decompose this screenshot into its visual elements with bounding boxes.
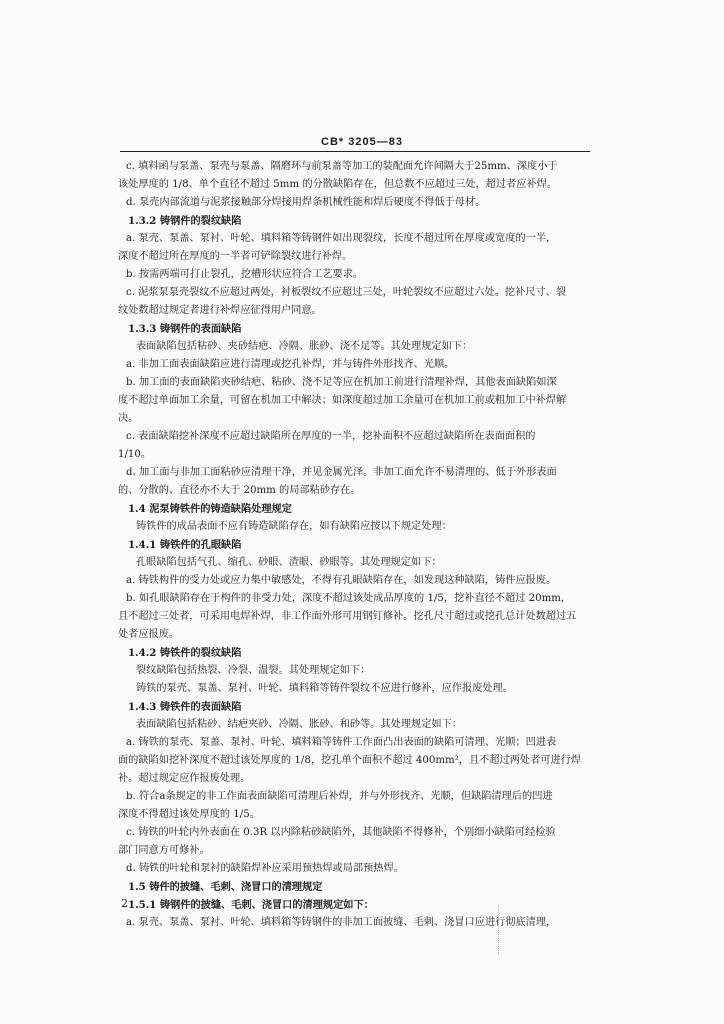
text-line: 部门同意方可修补。: [118, 845, 210, 856]
text-line: 铸铁的泵壳、泵盖、泵衬、叶轮、填料箱等铸件裂纹不应进行修补，应作报废处理。: [136, 683, 513, 694]
text-line: b. 加工面的表面缺陷夹砂结疤、粘砂、浇不足等应在机加工前进行清理补焊，其他表面缺陷如深: [126, 377, 557, 388]
text-line: d. 加工面与非加工面粘砂应清理干净，并见金属光泽。非加工面允许不易清理的、低于外形表面: [126, 467, 557, 478]
text-line: d. 泵壳内部流道与泥浆接触部分焊接用焊条机械性能和焊后硬度不得低于母材。: [126, 197, 486, 208]
text-line: a. 泵壳、泵盖、泵衬、叶轮、填料箱等铸钢件如出现裂纹，长度不超过所在厚度或宽度的一半，: [126, 233, 557, 244]
text-line: a. 泵壳、泵盖、泵衬、叶轮、填料箱等铸钢件的非加工面披缝、毛刺、浇冒口应进行彻底清理，: [126, 917, 557, 928]
text-line: a. 铸铁的泵壳、泵盖、泵衬、叶轮、填料箱等铸件工作面凸出表面的缺陷可清理、光顺；凹进表: [126, 737, 557, 748]
text-line: 铸铁件的成品表面不应有铸造缺陷存在，如有缺陷应按以下规定处理：: [136, 521, 452, 532]
text-line: 裂纹缺陷包括热裂、冷裂、温裂。其处理规定如下：: [136, 665, 371, 676]
header-rule: [120, 151, 590, 152]
text-line: 深度不超过所在厚度的一半者可铲除裂纹进行补焊。: [118, 251, 353, 262]
text-line: 该处厚度的 1/8、单个直径不超过 5mm 的分散缺陷存在，但总数不应超过三处，超过者应补焊。: [118, 179, 558, 190]
section-heading: 1.4.2 铸铁件的裂纹缺陷: [128, 647, 242, 659]
text-line: 补。超过规定应作报废处理。: [118, 773, 251, 784]
section-heading: 1.5.1 铸钢件的披缝、毛刺、浇冒口的清理规定如下：: [128, 899, 374, 911]
text-line: 1/10。: [118, 449, 152, 460]
text-line: 度不超过单面加工余量，可留在机加工中解决；如深度超过加工余量可在机加工前或粗加工中补焊解: [118, 395, 567, 406]
body-text: [118, 158, 594, 932]
section-heading: 1.4.1 铸铁件的孔眼缺陷: [128, 539, 242, 551]
text-line: 深度不得超过该处厚度的 1/5。: [118, 809, 260, 820]
text-line: b. 如孔眼缺陷存在于构件的非受力处，深度不超过该处成品厚度的 1/5，挖补直径不超过 20mm，: [126, 593, 572, 604]
text-line: 的、分散的、直径亦不大于 20mm 的局部粘砂存在。: [118, 485, 361, 496]
text-line: a. 铸铁构件的受力处或应力集中敏感处，不得有孔眼缺陷存在，如发现这种缺陷，铸件应报废。: [126, 575, 557, 586]
text-line: c. 铸铁的叶轮内外表面在 0.3R 以内除粘砂缺陷外，其他缺陷不得修补，个别细小缺陷可经检验: [126, 827, 556, 838]
text-line: 孔眼缺陷包括气孔、缩孔、砂眼、渣眼、砂眼等。其处理规定如下：: [136, 557, 442, 568]
text-line: 处者应报废。: [118, 629, 180, 640]
text-line: b. 符合a条规定的非工作面表面缺陷可清理后补焊，并与外形找齐、光顺，但缺陷清理后的凹进: [126, 791, 553, 802]
text-line: d. 铸铁的叶轮和泵衬的缺陷焊补应采用预热焊或局部预热焊。: [126, 863, 404, 874]
text-line: 决。: [118, 413, 139, 424]
text-line: 表面缺陷包括粘砂、夹砂结疤、冷隔、胀砂、浇不足等。其处理规定如下：: [136, 341, 473, 352]
text-line: a. 非加工面表面缺陷应进行清理或挖孔补焊，并与铸件外形找齐、光顺。: [126, 359, 455, 370]
text-line: c. 表面缺陷挖补深度不应超过缺陷所在厚度的一半，挖补面积不应超过缺陷所在表面面积的: [126, 431, 536, 442]
section-heading: 1.4 泥泵铸铁件的铸造缺陷处理规定: [128, 503, 292, 515]
text-line: 面的缺陷如挖补深度不超过该处厚度的 1/8，挖孔单个面积不超过 400mm²，且不超过两处者可进行焊: [118, 755, 582, 766]
section-heading: 1.3.2 铸钢件的裂纹缺陷: [128, 215, 242, 227]
page-number: 2: [121, 897, 128, 910]
section-heading: 1.5 铸件的披缝、毛刺、浇冒口的清理规定: [128, 881, 323, 893]
page-header: CB* 3205—83: [321, 136, 403, 148]
text-line: 纹处数超过规定者进行补焊应征得用户同意。: [118, 305, 322, 316]
text-line: 表面缺陷包括粘砂、结疤夹砂、冷隔、胀砂、和砂等。其处理规定如下：: [136, 719, 462, 730]
scan-edge-mark: [498, 905, 499, 955]
text-line: b. 按需两端可打止裂孔，挖槽形状应符合工艺要求。: [126, 269, 364, 280]
text-line: 且不超过三处者，可采用电焊补焊，非工作面外形可用钢钉修补。挖孔尺寸超过或挖孔总计处数超过五: [118, 611, 577, 622]
section-heading: 1.3.3 铸钢件的表面缺陷: [128, 323, 242, 335]
text-line: c. 填料函与泵盖、泵壳与泵盖、隔磨环与前泵盖等加工的装配面允许间隔大于25mm、深度小于: [126, 161, 558, 172]
section-heading: 1.4.3 铸铁件的表面缺陷: [128, 701, 242, 713]
text-line: c. 泥浆泵泵壳裂纹不应超过两处，衬板裂纹不应超过三处，叶轮裂纹不应超过六处。挖补尺寸、裂: [126, 287, 567, 298]
